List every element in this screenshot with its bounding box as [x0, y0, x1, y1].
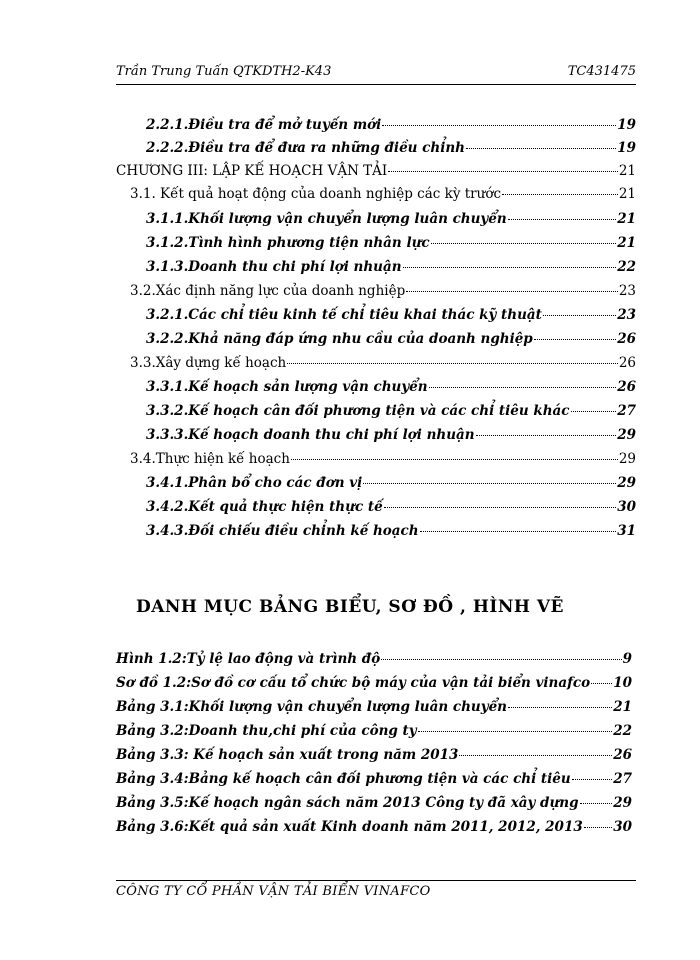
toc-page: 30: [617, 499, 636, 515]
leader-dots: [534, 339, 616, 340]
figure-title: Bảng 3.3: Kế hoạch sản xuất trong năm 2013: [116, 747, 459, 763]
leader-dots: [508, 707, 612, 708]
toc-entry-3-3-3[interactable]: [146, 427, 636, 443]
leader-dots: [420, 531, 617, 532]
toc-title: 3.4.Thực hiện kế hoạch: [130, 451, 290, 467]
toc-page: 26: [618, 355, 636, 371]
toc-title: 3.4.1.Phân bổ cho các đơn vị: [146, 475, 363, 491]
leader-dots: [388, 171, 618, 172]
leader-dots: [584, 827, 612, 828]
figure-title: Bảng 3.6:Kết quả sản xuất Kinh doanh năm 2011, 2012, 2013: [116, 819, 583, 835]
leader-dots: [502, 194, 618, 195]
toc-title: 3.2.2.Khả năng đáp ứng nhu cầu của doanh nghiệp: [146, 331, 533, 347]
toc-title: 3.2.1.Các chỉ tiêu kinh tế chỉ tiêu khai thác kỹ thuật: [146, 307, 542, 323]
toc-title: 3.1.3.Doanh thu chi phí lợi nhuận: [146, 259, 402, 275]
toc-title: CHƯƠNG III: LẬP KẾ HOẠCH VẬN TẢI: [116, 163, 388, 179]
leader-dots: [291, 459, 618, 460]
figure-page: 29: [613, 795, 632, 811]
figure-page: 27: [613, 771, 632, 787]
leader-dots: [287, 363, 618, 364]
toc-entry-3-1-1[interactable]: [146, 211, 636, 227]
leader-dots: [508, 219, 617, 220]
figure-entry[interactable]: [116, 771, 632, 787]
leader-dots: [466, 148, 616, 149]
leader-dots: [580, 803, 613, 804]
toc-title: 3.4.2.Kết quả thực hiện thực tế: [146, 499, 383, 515]
toc-page: 23: [617, 307, 636, 323]
figure-title: Bảng 3.2:Doanh thu,chi phí của công ty: [116, 723, 417, 739]
toc-page: 19: [617, 117, 636, 133]
header-author: Trần Trung Tuấn QTKDTH2-K43: [116, 64, 332, 79]
figure-entry[interactable]: [116, 675, 632, 691]
toc-title: 3.1. Kết quả hoạt động của doanh nghiệp các kỳ trước: [130, 186, 502, 202]
toc-page: 21: [618, 163, 636, 179]
figure-title: Bảng 3.4:Bảng kế hoạch cân đối phương tiện và các chỉ tiêu: [116, 771, 571, 787]
figure-page: 30: [613, 819, 632, 835]
toc-entry-2-2-2[interactable]: [146, 140, 636, 156]
toc-entry-3-4-2[interactable]: [146, 499, 636, 515]
leader-dots: [431, 243, 617, 244]
toc-entry-3-1[interactable]: [130, 186, 636, 202]
figure-title: Sơ đồ 1.2:Sơ đồ cơ cấu tổ chức bộ máy của vận tải biển vinafco: [116, 675, 591, 691]
figure-entry[interactable]: [116, 819, 632, 835]
toc-title: 3.3.3.Kế hoạch doanh thu chi phí lợi nhuận: [146, 427, 475, 443]
leader-dots: [543, 315, 616, 316]
toc-title: 3.1.2.Tình hình phương tiện nhân lực: [146, 235, 430, 251]
toc-page: 29: [618, 451, 636, 467]
toc-title: 3.3.Xây dựng kế hoạch: [130, 355, 287, 371]
header-rule: [116, 84, 636, 85]
figure-entry[interactable]: [116, 747, 632, 763]
toc-entry-3-2-1[interactable]: [146, 307, 636, 323]
leader-dots: [418, 731, 613, 732]
figure-page: 22: [613, 723, 632, 739]
figure-title: Bảng 3.1:Khối lượng vận chuyển lượng luân chuyển: [116, 699, 507, 715]
toc-entry-3-3-1[interactable]: [146, 379, 636, 395]
toc-page: 21: [617, 235, 636, 251]
toc-entry-3-2[interactable]: [130, 283, 636, 299]
figure-page: 10: [613, 675, 632, 691]
leader-dots: [572, 779, 613, 780]
page-footer: CÔNG TY CỔ PHẦN VẬN TẢI BIỂN VINAFCO: [116, 884, 431, 899]
leader-dots: [429, 387, 617, 388]
figure-title: Hình 1.2:Tỷ lệ lao động và trình độ: [116, 651, 381, 667]
leader-dots: [591, 683, 612, 684]
figure-entry[interactable]: [116, 651, 632, 667]
toc-page: 23: [618, 283, 636, 299]
toc-page: 29: [617, 475, 636, 491]
toc-entry-3-1-3[interactable]: [146, 259, 636, 275]
toc-page: 27: [617, 403, 636, 419]
leader-dots: [571, 411, 617, 412]
toc-entry-3-4-1[interactable]: [146, 475, 636, 491]
figure-entry[interactable]: [116, 795, 632, 811]
toc-entry-3-4[interactable]: [130, 451, 636, 467]
figure-entry[interactable]: [116, 723, 632, 739]
toc-page: 31: [617, 523, 636, 539]
toc-entry-3-3-2[interactable]: [146, 403, 636, 419]
toc-entry-3-4-3[interactable]: [146, 523, 636, 539]
leader-dots: [363, 483, 616, 484]
figure-title: Bảng 3.5:Kế hoạch ngân sách năm 2013 Công ty đã xây dựng: [116, 795, 579, 811]
toc-title: 3.3.1.Kế hoạch sản lượng vận chuyển: [146, 379, 428, 395]
toc-entry-2-2-1[interactable]: [146, 117, 636, 133]
toc-title: 3.2.Xác định năng lực của doanh nghiệp: [130, 283, 406, 299]
section-title: DANH MỤC BẢNG BIỂU, SƠ ĐỒ , HÌNH VẼ: [135, 597, 565, 617]
leader-dots: [476, 435, 617, 436]
toc-title: 2.2.2.Điều tra để đưa ra những điều chỉnh: [146, 140, 465, 156]
footer-rule: [116, 880, 636, 881]
figure-entry[interactable]: [116, 699, 632, 715]
toc-entry-3-1-2[interactable]: [146, 235, 636, 251]
figure-page: 9: [622, 651, 632, 667]
leader-dots: [403, 267, 617, 268]
toc-page: 21: [617, 211, 636, 227]
toc-page: 19: [617, 140, 636, 156]
toc-page: 22: [617, 259, 636, 275]
page-header: [116, 62, 636, 84]
toc-page: 26: [617, 331, 636, 347]
toc-page: 26: [617, 379, 636, 395]
toc-title: 3.1.1.Khối lượng vận chuyển lượng luân chuyển: [146, 211, 507, 227]
toc-entry-3-2-2[interactable]: [146, 331, 636, 347]
toc-entry-chapter-3[interactable]: [116, 163, 636, 179]
leader-dots: [384, 507, 617, 508]
toc-title: 2.2.1.Điều tra để mở tuyến mới: [146, 117, 382, 133]
toc-page: 21: [618, 186, 636, 202]
leader-dots: [459, 755, 612, 756]
figure-page: 26: [613, 747, 632, 763]
toc-title: 3.4.3.Đối chiếu điều chỉnh kế hoạch: [146, 523, 419, 539]
figure-page: 21: [613, 699, 632, 715]
toc-page: 29: [617, 427, 636, 443]
leader-dots: [406, 291, 618, 292]
header-code: TC431475: [567, 64, 636, 79]
leader-dots: [382, 125, 616, 126]
leader-dots: [381, 659, 621, 660]
toc-title: 3.3.2.Kế hoạch cân đối phương tiện và các chỉ tiêu khác: [146, 403, 570, 419]
toc-entry-3-3[interactable]: [130, 355, 636, 371]
